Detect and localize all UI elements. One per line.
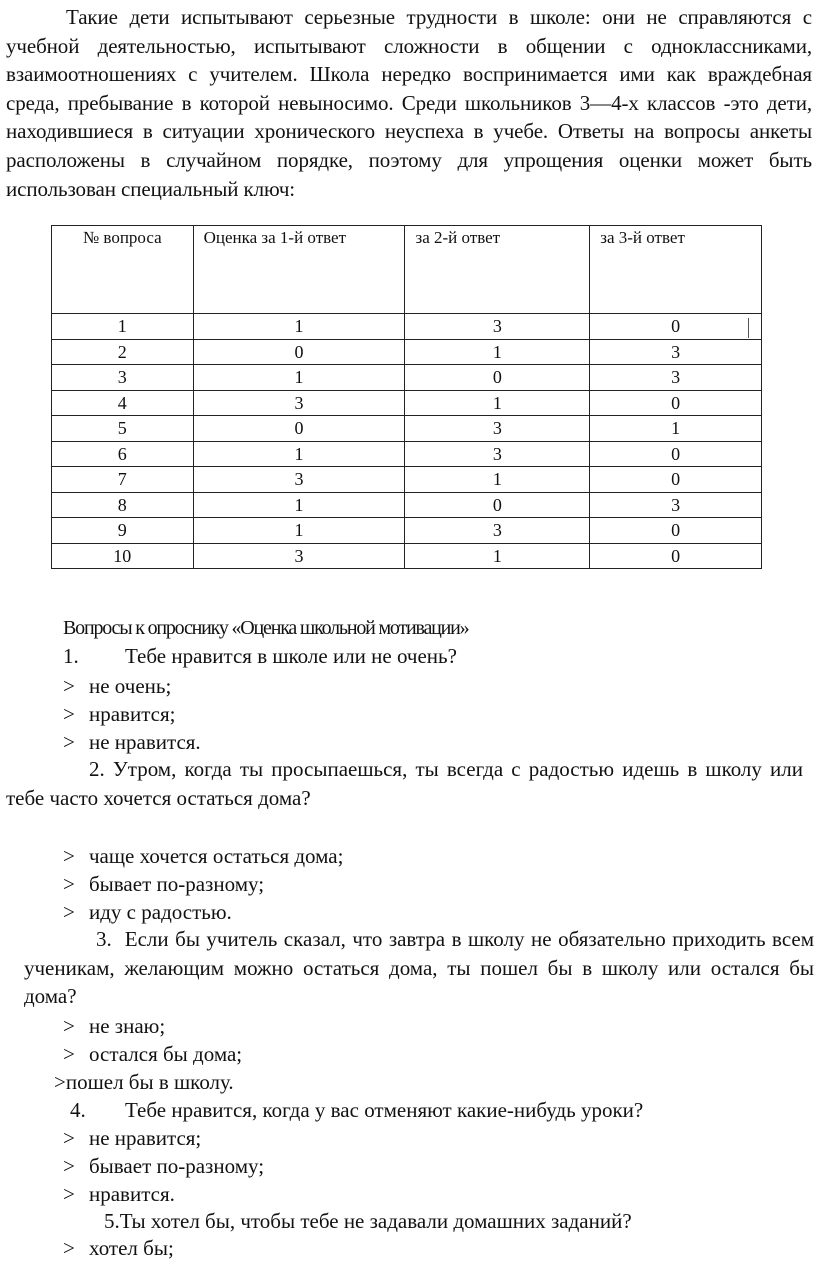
answer-text: не очень; <box>89 674 172 698</box>
cell-score-3: 3 <box>590 492 762 518</box>
table-row <box>52 365 762 391</box>
cell-question: 7 <box>52 467 194 493</box>
chevron-right-icon: > <box>63 1236 75 1260</box>
answer-text: бывает по-разному; <box>89 872 265 896</box>
cell-score-2: 0 <box>405 365 590 391</box>
question-2 <box>6 755 803 812</box>
question-text: Если бы учитель сказал, что завтра в школу не обязательно приходить всем ученикам, желающим можно остаться дома, ты пошел бы в школу или остался бы дома? <box>24 927 815 1009</box>
chevron-right-icon: > <box>63 1154 75 1178</box>
survey-title: Вопросы к опроснику «Оценка школьной мотивации» <box>63 617 469 639</box>
answer-text: не нравится. <box>89 730 201 754</box>
answer-item <box>63 1012 165 1040</box>
answer-item <box>63 870 264 898</box>
table-row <box>52 416 762 442</box>
table-row <box>52 518 762 544</box>
cell-score-3: 0 <box>590 543 762 569</box>
cell-score-3: 0 <box>590 518 762 544</box>
answer-text: не нравится; <box>89 1126 202 1150</box>
chevron-right-icon: > <box>63 844 75 868</box>
header-score-answer-2: за 2-й ответ <box>405 226 590 314</box>
intro-paragraph: Такие дети испытывают серьезные трудности в школе: они не справляются с учебной деятельностью, испытывают сложности в общении с одноклассниками, взаимоотношениях с учителем. Школа нередко воспринимается ими как враждебная среда, пребывание в которой невыносимо. Среди школьников 3—4-х классов -это дети, находившиеся в ситуации хронического неуспеха в учебе. Ответы на вопросы анкеты расположены в случайном порядке, поэтому для упрощения оценки может быть использован специальный ключ: <box>6 5 812 201</box>
cell-score-3: 0 <box>590 441 762 467</box>
cell-score-1: 1 <box>193 518 405 544</box>
scoring-key-table <box>51 225 762 569</box>
header-score-answer-3: за 3-й ответ <box>590 226 762 314</box>
question-number: 2. <box>89 757 105 781</box>
cell-score-3: 0 <box>590 467 762 493</box>
question-text: Тебе нравится, когда у вас отменяют какие-нибудь уроки? <box>125 1098 644 1122</box>
answer-item <box>63 700 175 728</box>
question-3 <box>24 925 814 1011</box>
cell-score-3: 1 <box>590 416 762 442</box>
cell-question: 5 <box>52 416 194 442</box>
cell-question: 6 <box>52 441 194 467</box>
cell-score-1: 0 <box>193 416 405 442</box>
cell-score-2: 1 <box>405 467 590 493</box>
chevron-right-icon: > <box>63 900 75 924</box>
cell-score-1: 1 <box>193 314 405 340</box>
cell-question: 9 <box>52 518 194 544</box>
answer-item <box>63 1040 242 1068</box>
answer-text: пошел бы в школу. <box>65 1070 234 1094</box>
cell-question: 1 <box>52 314 194 340</box>
cell-score-1: 3 <box>193 543 405 569</box>
table-header-row <box>52 226 762 314</box>
question-number: 1. <box>63 644 79 668</box>
answer-text: хотел бы; <box>89 1236 174 1260</box>
table-row <box>52 314 762 340</box>
chevron-right-icon: > <box>63 674 75 698</box>
cell-score-3: 3 <box>590 365 762 391</box>
cell-question: 3 <box>52 365 194 391</box>
table-row <box>52 390 762 416</box>
chevron-right-icon: > <box>63 872 75 896</box>
question-text: Тебе нравится в школе или не очень? <box>125 644 457 668</box>
table-row <box>52 339 762 365</box>
cell-score-3: 0 <box>590 314 762 340</box>
cell-question: 10 <box>52 543 194 569</box>
question-5 <box>104 1207 632 1235</box>
question-4 <box>70 1096 643 1124</box>
cell-score-2: 1 <box>405 390 590 416</box>
cell-score-2: 3 <box>405 416 590 442</box>
answer-text: нравится. <box>89 1182 175 1206</box>
answer-item <box>63 1180 175 1208</box>
cell-score-2: 3 <box>405 441 590 467</box>
cell-score-1: 3 <box>193 467 405 493</box>
table-row <box>52 492 762 518</box>
answer-item <box>63 842 343 870</box>
answer-text: чаще хочется остаться дома; <box>89 844 344 868</box>
header-score-answer-1: Оценка за 1-й ответ <box>193 226 405 314</box>
cell-score-1: 3 <box>193 390 405 416</box>
chevron-right-icon: > <box>63 702 75 726</box>
answer-item <box>63 1124 201 1152</box>
cell-score-3: 0 <box>590 390 762 416</box>
cell-score-1: 1 <box>193 365 405 391</box>
cell-score-2: 0 <box>405 492 590 518</box>
cell-question: 2 <box>52 339 194 365</box>
chevron-right-icon: > <box>63 1182 75 1206</box>
cell-score-3: 3 <box>590 339 762 365</box>
cell-score-1: 1 <box>193 441 405 467</box>
chevron-right-icon: > <box>63 1014 75 1038</box>
cell-score-2: 1 <box>405 543 590 569</box>
answer-text: нравится; <box>89 702 176 726</box>
text-cursor-mark <box>748 318 749 338</box>
answer-item <box>63 672 171 700</box>
cell-score-2: 3 <box>405 518 590 544</box>
chevron-right-icon: > <box>63 1126 75 1150</box>
answer-text: иду с радостью. <box>89 900 232 924</box>
cell-score-1: 1 <box>193 492 405 518</box>
answer-text: остался бы дома; <box>89 1042 243 1066</box>
table-row <box>52 441 762 467</box>
answer-item <box>63 728 201 756</box>
question-number: 4. <box>70 1098 86 1122</box>
question-number: 5. <box>104 1209 120 1233</box>
answer-item <box>63 1234 174 1262</box>
answer-item <box>63 898 232 926</box>
question-number: 3. <box>96 927 112 951</box>
cell-score-2: 3 <box>405 314 590 340</box>
chevron-right-icon: > <box>63 1042 75 1066</box>
cell-question: 4 <box>52 390 194 416</box>
answer-item <box>63 1152 264 1180</box>
question-1 <box>63 642 457 670</box>
answer-text: бывает по-разному; <box>89 1154 265 1178</box>
cell-question: 8 <box>52 492 194 518</box>
chevron-right-icon: > <box>54 1070 66 1094</box>
answer-item <box>54 1068 234 1096</box>
question-text: Ты хотел бы, чтобы тебе не задавали домашних заданий? <box>119 1209 632 1233</box>
chevron-right-icon: > <box>63 730 75 754</box>
answer-text: не знаю; <box>89 1014 166 1038</box>
cell-score-1: 0 <box>193 339 405 365</box>
question-text: Утром, когда ты просыпаешься, ты всегда с радостью идешь в школу или тебе часто хочется остаться дома? <box>6 757 804 810</box>
table-row <box>52 543 762 569</box>
header-question-number: № вопроса <box>52 226 194 314</box>
cell-score-2: 1 <box>405 339 590 365</box>
table-row <box>52 467 762 493</box>
